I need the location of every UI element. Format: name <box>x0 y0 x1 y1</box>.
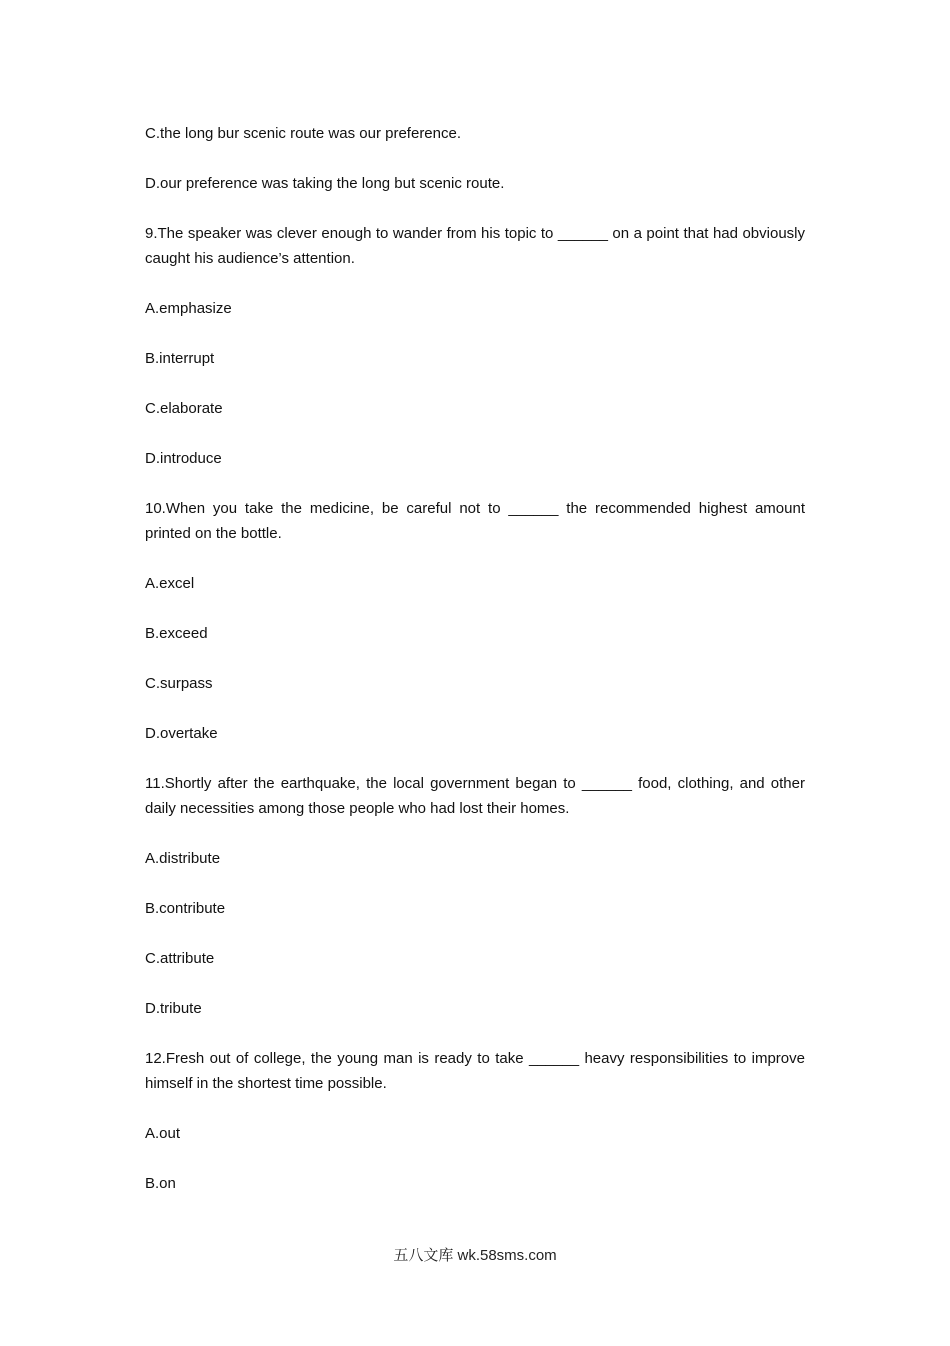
option-10b: B.exceed <box>145 625 208 642</box>
document-body <box>145 121 805 1221</box>
option-11b: B.contribute <box>145 900 226 917</box>
option-9b: B.interrupt <box>145 350 215 367</box>
option-11d: D.tribute <box>145 1000 202 1017</box>
option-9a: A.emphasize <box>145 300 232 317</box>
option-9c: C.elaborate <box>145 400 223 417</box>
option-8d: D.our preference was taking the long but scenic route. <box>145 175 505 192</box>
page-footer: 五八文库 wk.58sms.com <box>393 1247 557 1264</box>
option-12b: B.on <box>145 1175 176 1192</box>
question-11: 11.Shortly after the earthquake, the local government began to ______ food, clothing, and other daily necessities among those people who had lost their homes. <box>145 775 805 817</box>
question-12: 12.Fresh out of college, the young man is ready to take ______ heavy responsibilities to improve himself in the shortest time possible. <box>145 1050 805 1092</box>
question-10: 10.When you take the medicine, be careful not to ______ the recommended highest amount printed on the bottle. <box>145 500 805 542</box>
option-10d: D.overtake <box>145 725 218 742</box>
option-11c: C.attribute <box>145 950 215 967</box>
option-12a: A.out <box>145 1125 181 1142</box>
option-9d: D.introduce <box>145 450 222 467</box>
option-10c: C.surpass <box>145 675 213 692</box>
question-9: 9.The speaker was clever enough to wander from his topic to ______ on a point that had obviously caught his audience’s attention. <box>145 225 805 267</box>
option-10a: A.excel <box>145 575 195 592</box>
option-11a: A.distribute <box>145 850 221 867</box>
option-8c: C.the long bur scenic route was our preference. <box>145 125 462 142</box>
